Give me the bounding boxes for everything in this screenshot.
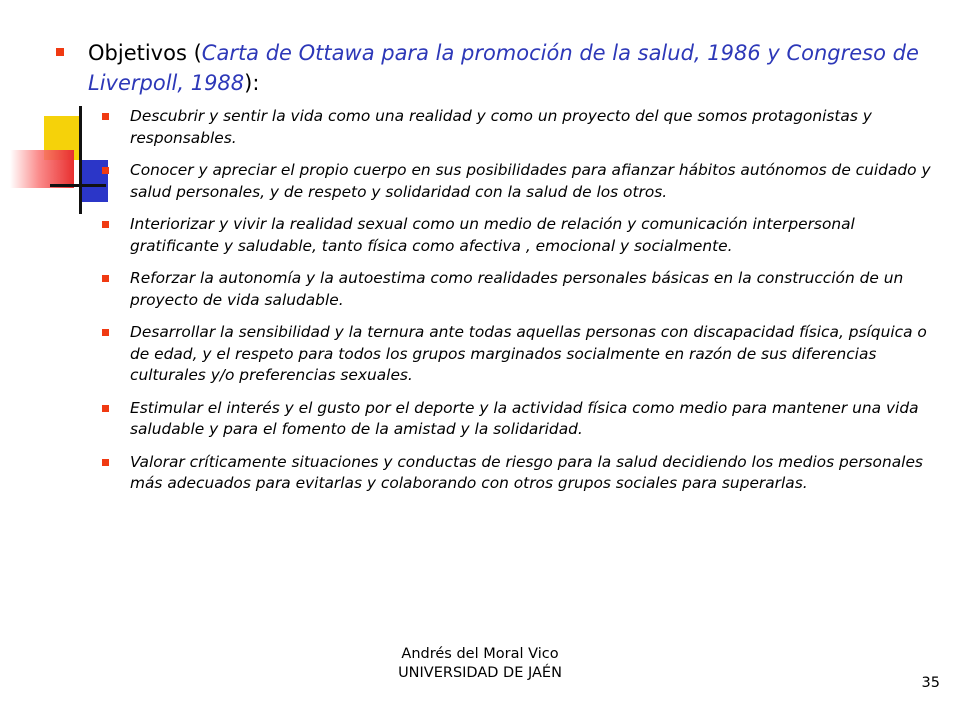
square-bullet-icon <box>56 48 64 56</box>
heading-prefix: Objetivos ( <box>88 41 202 65</box>
square-bullet-icon <box>102 113 109 120</box>
objective-text: Valorar críticamente situaciones y conductas de riesgo para la salud decidiendo los medios personales más adecuados para evitarlas y colaborando con otros grupos sociales para superarlas. <box>130 452 923 492</box>
square-bullet-icon <box>102 221 109 228</box>
objective-text: Desarrollar la sensibilidad y la ternura ante todas aquellas personas con discapacidad física, psíquica o de edad, y el respeto para todos los grupos marginados socialmente en razón de sus diferencias culturales y/o preferencias sexuales. <box>130 323 927 384</box>
heading-bullet <box>52 38 932 98</box>
objective-item <box>52 398 932 441</box>
slide-content <box>52 38 932 506</box>
footer-author: Andrés del Moral Vico <box>401 646 559 662</box>
page-number: 35 <box>921 675 940 691</box>
square-bullet-icon <box>102 459 109 466</box>
objective-text: Descubrir y sentir la vida como una realidad y como un proyecto del que somos protagonistas y responsables. <box>130 107 872 147</box>
square-bullet-icon <box>102 275 109 282</box>
objective-text: Reforzar la autonomía y la autoestima como realidades personales básicas en la construcción de un proyecto de vida saludable. <box>130 269 904 309</box>
heading-reference: Carta de Ottawa para la promoción de la salud, 1986 y Congreso de Liverpoll, 1988 <box>88 41 919 95</box>
objective-text: Estimular el interés y el gusto por el deporte y la actividad física como medio para mantener una vida saludable y para el fomento de la amistad y la solidaridad. <box>130 398 919 438</box>
objective-item <box>52 322 932 387</box>
slide-footer <box>380 645 580 683</box>
objective-item <box>52 268 932 311</box>
square-bullet-icon <box>102 329 109 336</box>
square-bullet-icon <box>102 405 109 412</box>
square-bullet-icon <box>102 167 109 174</box>
objective-text: Interiorizar y vivir la realidad sexual como un medio de relación y comunicación interpersonal gratificante y saludable, tanto física como afectiva , emocional y socialmente. <box>130 215 855 255</box>
objective-item <box>52 106 932 149</box>
objective-item <box>52 452 932 495</box>
objective-text: Conocer y apreciar el propio cuerpo en sus posibilidades para afianzar hábitos autónomos de cuidado y salud personales, y de respeto y solidaridad con la salud de los otros. <box>130 161 931 201</box>
objectives-list <box>52 106 932 495</box>
footer-institution: UNIVERSIDAD DE JAÉN <box>398 665 562 681</box>
heading-suffix: ): <box>244 71 260 95</box>
objective-item <box>52 160 932 203</box>
objective-item <box>52 214 932 257</box>
